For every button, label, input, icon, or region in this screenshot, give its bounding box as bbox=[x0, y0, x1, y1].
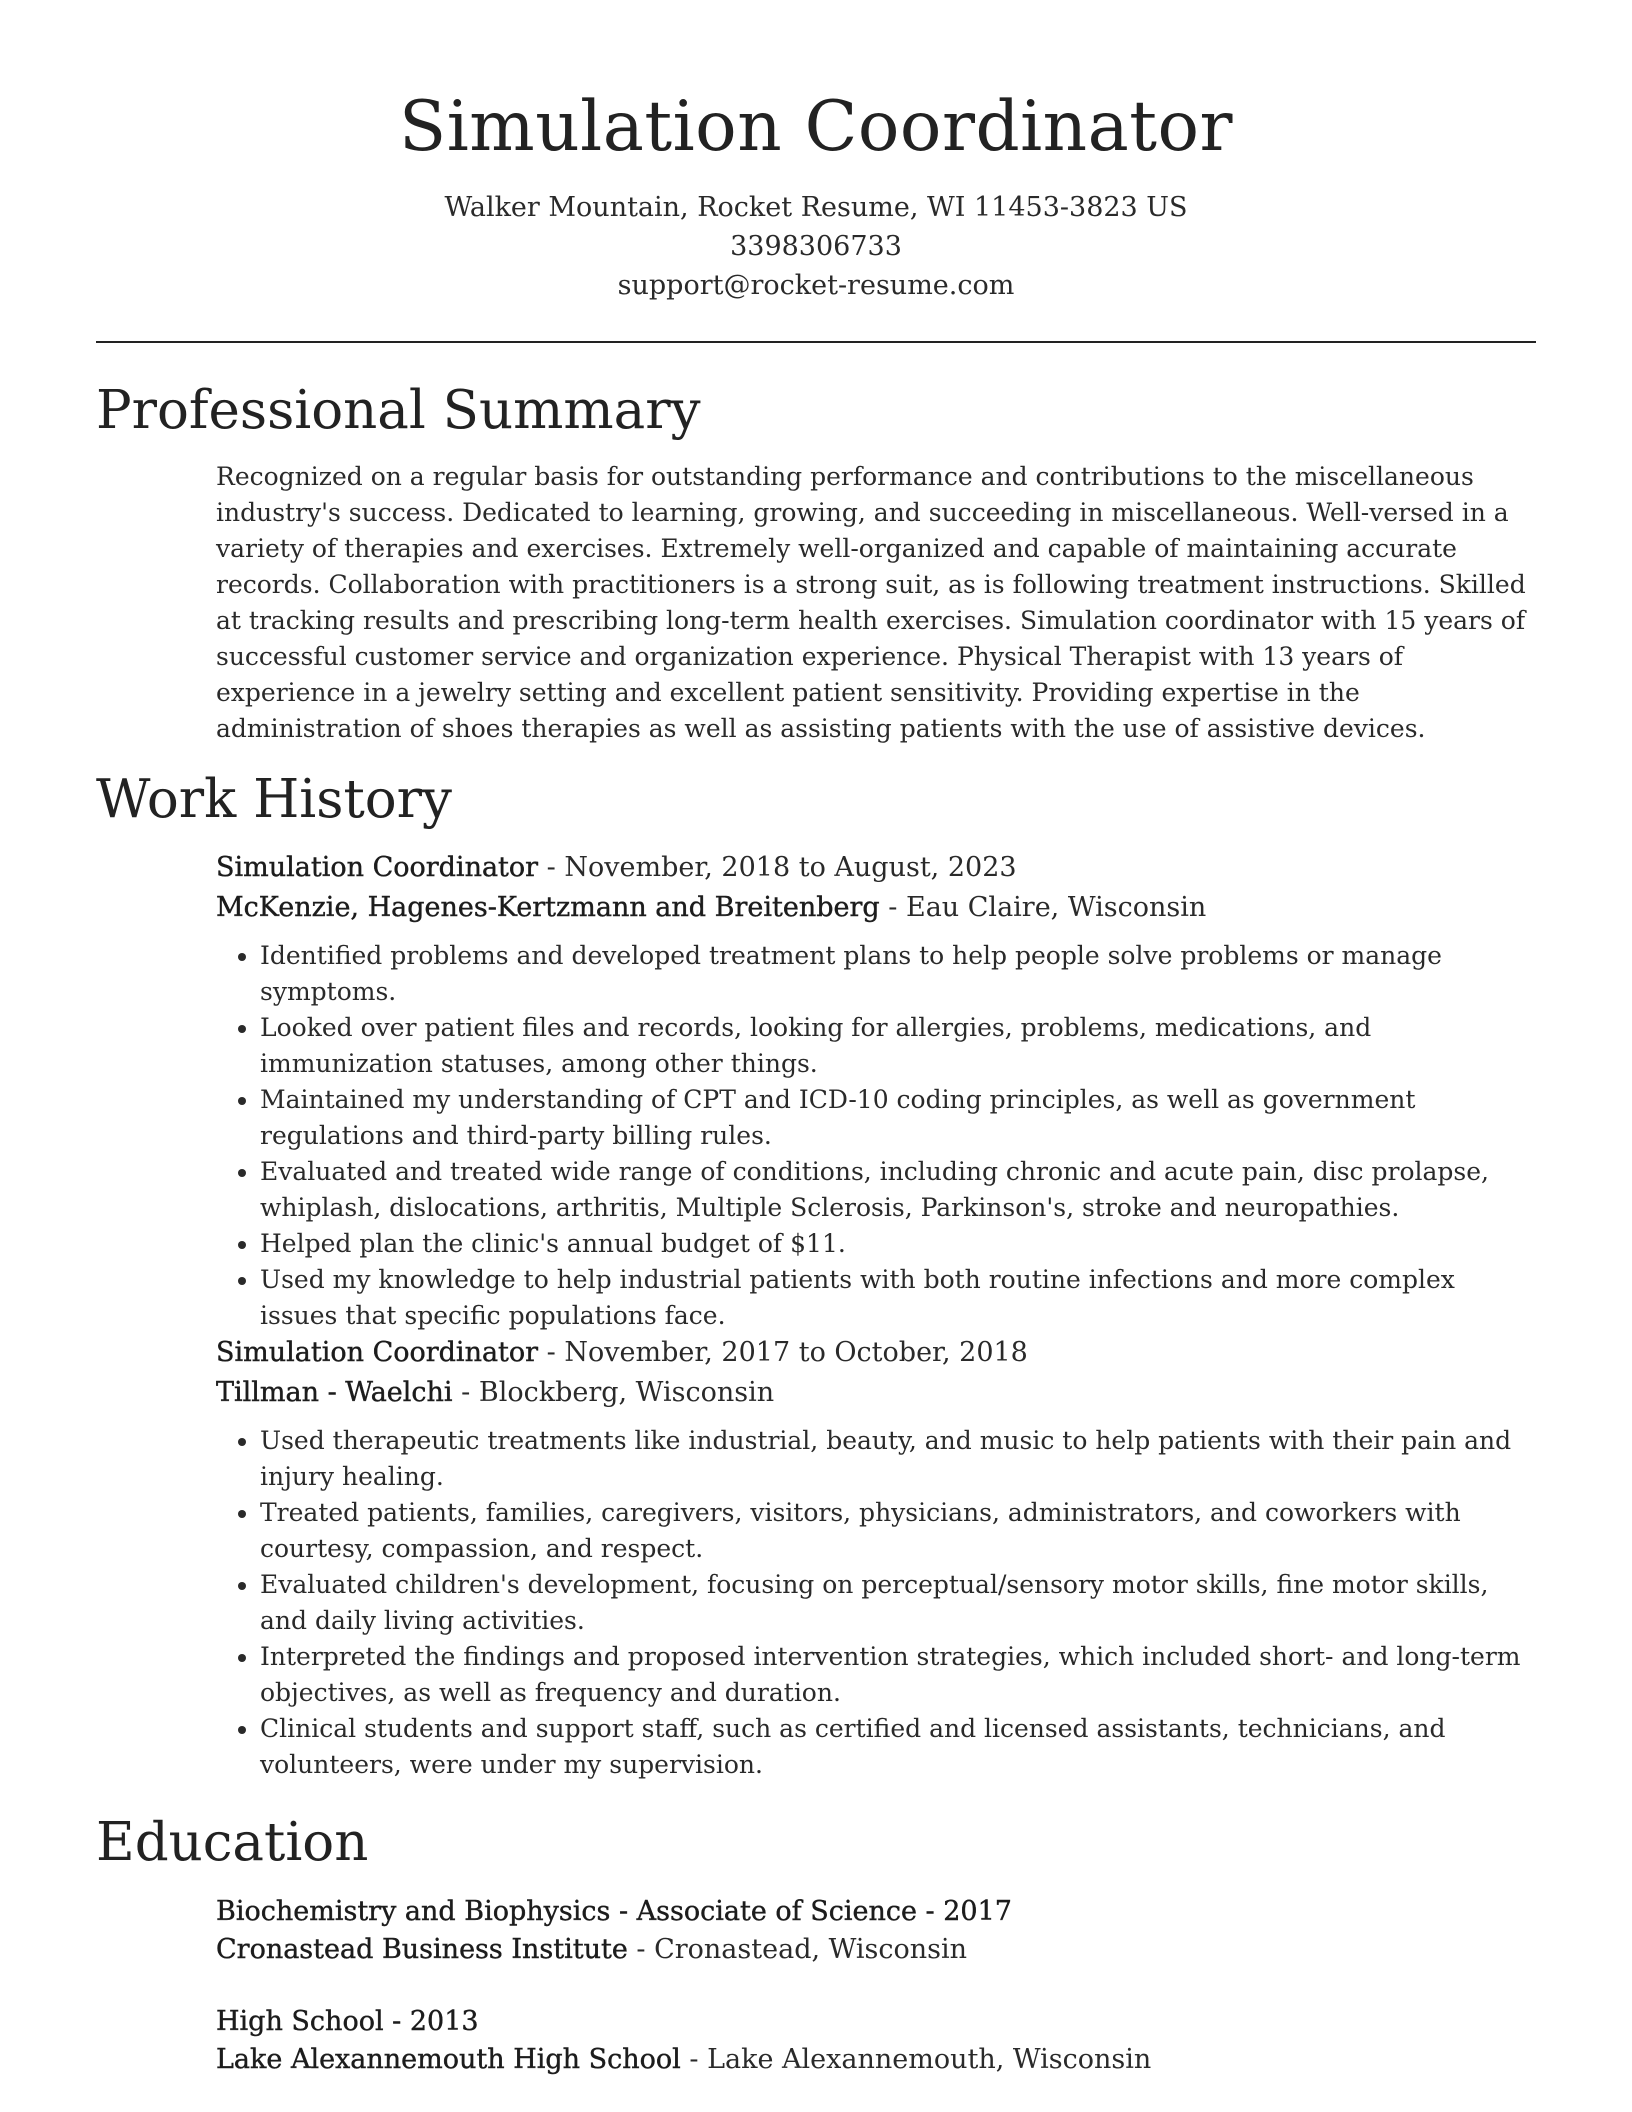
job-entry bbox=[216, 848, 1536, 1334]
job-role: Simulation Coordinator bbox=[216, 852, 539, 883]
job-bullet: • Interpreted the findings and proposed intervention strategies, which included short- and long-term objectives, as well as frequency and duration. bbox=[260, 1639, 1536, 1711]
job-bullet: • Used therapeutic treatments like industrial, beauty, and music to help patients with their pain and injury healing. bbox=[260, 1423, 1536, 1495]
job-company-line bbox=[216, 888, 1536, 928]
job-bullet: • Helped plan the clinic's annual budget of $11. bbox=[260, 1226, 1536, 1262]
education-school: Cronastead Business Institute bbox=[216, 1934, 628, 1965]
job-bullets bbox=[216, 938, 1536, 1334]
education-degree: High School - 2013 bbox=[216, 2006, 479, 2037]
job-bullet: • Looked over patient files and records, looking for allergies, problems, medications, and immunization statuses, among other things. bbox=[260, 1010, 1536, 1082]
candidate-name: Simulation Coordinator bbox=[398, 87, 1234, 167]
job-title-line bbox=[216, 848, 1536, 888]
job-bullet: • Maintained my understanding of CPT and ICD-10 coding principles, as well as government regulations and third-party billing rules. bbox=[260, 1082, 1536, 1154]
education-school: Lake Alexannemouth High School bbox=[216, 2044, 681, 2075]
job-entry bbox=[216, 1333, 1536, 1783]
job-bullet: • Clinical students and support staff, such as certified and licensed assistants, technicians, and volunteers, were under my supervision. bbox=[260, 1711, 1536, 1783]
job-company-line bbox=[216, 1373, 1536, 1413]
job-bullet: • Treated patients, families, caregivers, visitors, physicians, administrators, and coworkers with courtesy, compassion, and respect. bbox=[260, 1495, 1536, 1567]
contact-block bbox=[96, 188, 1536, 305]
email: support@rocket-resume.com bbox=[617, 270, 1015, 301]
education-entry bbox=[216, 1893, 1536, 1969]
education-location: - Cronastead, Wisconsin bbox=[627, 1934, 968, 1965]
summary-section bbox=[216, 459, 1536, 747]
address: Walker Mountain, Rocket Resume, WI 11453-3823 US bbox=[444, 192, 1188, 223]
job-role: Simulation Coordinator bbox=[216, 1337, 539, 1368]
job-bullet: • Evaluated and treated wide range of conditions, including chronic and acute pain, disc prolapse, whiplash, dislocations, arthritis, Multiple Sclerosis, Parkinson's, stroke and neuropathies. bbox=[260, 1154, 1536, 1226]
job-title-line bbox=[216, 1333, 1536, 1373]
job-bullet: • Evaluated children's development, focusing on perceptual/sensory motor skills, fine motor skills, and daily living activities. bbox=[260, 1567, 1536, 1639]
job-dates: - November, 2018 to August, 2023 bbox=[538, 852, 1017, 883]
work-history-heading: Work History bbox=[96, 769, 452, 830]
job-bullet: • Identified problems and developed treatment plans to help people solve problems or manage symptoms. bbox=[260, 938, 1536, 1010]
job-location: - Eau Claire, Wisconsin bbox=[879, 892, 1207, 923]
header-divider bbox=[96, 341, 1536, 343]
education-school-line bbox=[216, 2041, 1536, 2079]
job-dates: - November, 2017 to October, 2018 bbox=[538, 1337, 1028, 1368]
phone: 3398306733 bbox=[730, 231, 902, 262]
education-location: - Lake Alexannemouth, Wisconsin bbox=[680, 2044, 1152, 2075]
education-school-line bbox=[216, 1931, 1536, 1969]
job-company: McKenzie, Hagenes-Kertzmann and Breitenberg bbox=[216, 892, 880, 923]
summary-heading: Professional Summary bbox=[96, 380, 701, 441]
education-heading: Education bbox=[96, 1812, 369, 1873]
summary-text: Recognized on a regular basis for outstanding performance and contributions to the miscellaneous industry's success. Dedicated to learning, growing, and succeeding in miscellaneous. Well-versed in a variety of therapies and exercises. Extremely well-organized and capable of maintaining accurate records. Collaboration with practitioners is a strong suit, as is following treatment instructions. Skilled at tracking results and prescribing long-term health exercises. Simulation coordinator with 15 years of successful customer service and organization experience. Physical Therapist with 13 years of experience in a jewelry setting and excellent patient sensitivity. Providing expertise in the administration of shoes therapies as well as assisting patients with the use of assistive devices. bbox=[216, 462, 1526, 743]
job-company: Tillman - Waelchi bbox=[216, 1377, 453, 1408]
education-entry bbox=[216, 2003, 1536, 2079]
job-location: - Blockberg, Wisconsin bbox=[452, 1377, 775, 1408]
resume-header bbox=[96, 82, 1536, 305]
job-bullets bbox=[216, 1423, 1536, 1783]
job-bullet: • Used my knowledge to help industrial patients with both routine infections and more complex issues that specific populations face. bbox=[260, 1262, 1536, 1334]
education-degree: Biochemistry and Biophysics - Associate of Science - 2017 bbox=[216, 1896, 1012, 1927]
